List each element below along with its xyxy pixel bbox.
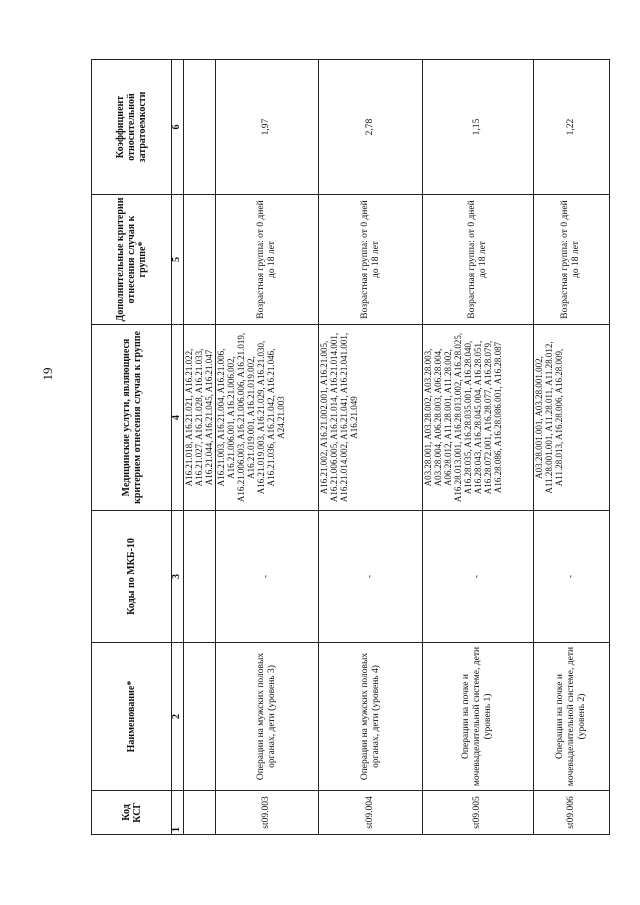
cell-services: A03.28.001, A03.28.002, A03.28.003, A03.28.004, A06.28.003, A06.28.004, A06.28.012, A11.28.001, A11.28.002, A16.28.013.001, A16.28.013.002, A16.28.025, A16.28.035, A16.28.035.001, A16.28.040, A16.28.043, A16.28.045.004, A16.28.051, A16.28.072.001, A16.28.077, A16.28.079, A16.28.086, A16.28.086.001, A16.28.087 (422, 325, 533, 511)
table-row (422, 60, 533, 835)
cell-services: A16.21.002, A16.21.002.001, A16.21.005, A16.21.006.005, A16.21.014, A16.21.014.001, A16.21.014.002, A16.21.041, A16.21.041.001, A16.21.049 (319, 325, 423, 511)
cell-name: Операции на мужских половых органах, дети (уровень 3) (215, 643, 319, 791)
cell-coef: 1,97 (215, 60, 319, 195)
header-criteria: Дополнительные критерии отнесения случая к группе* (92, 195, 172, 325)
cell-criteria: Возрастная группа: от 0 дней до 18 лет (533, 195, 609, 325)
header-code: Код КСГ (92, 791, 172, 835)
cell-criteria: Возрастная группа: от 0 дней до 18 лет (319, 195, 423, 325)
cell-code: st09.005 (422, 791, 533, 835)
cell-criteria: Возрастная группа: от 0 дней до 18 лет (422, 195, 533, 325)
header-coef: Коэффициент относительной затратоемкости (92, 60, 172, 195)
cell-coef (183, 60, 215, 195)
table-row (183, 60, 215, 835)
cell-coef: 1,15 (422, 60, 533, 195)
cell-code: st09.004 (319, 791, 423, 835)
cell-mkb: - (319, 511, 423, 643)
page-number: 19 (40, 367, 55, 381)
column-number: 6 (172, 60, 183, 195)
header-services: Медицинские услуги, являющиеся критерием отнесения случая к группе (92, 325, 172, 511)
header-row (92, 60, 172, 835)
table-row (319, 60, 423, 835)
column-number: 2 (172, 643, 183, 791)
cell-criteria: Возрастная группа: от 0 дней до 18 лет (215, 195, 319, 325)
column-number: 5 (172, 195, 183, 325)
cell-services: A16.21.003, A16.21.004, A16.21.006, A16.21.006.001, A16.21.006.002, A16.21.006.003, A16.21.006.006, A16.21.019, A16.21.019.001, A16.21.019.002, A16.21.019.003, A16.21.029, A16.21.030, A16.21.036, A16.21.042, A16.21.046, A24.21.003 (215, 325, 319, 511)
rotated-table-wrapper (91, 60, 610, 835)
column-number: 4 (172, 325, 183, 511)
cell-mkb: - (215, 511, 319, 643)
cell-name (183, 643, 215, 791)
cell-coef: 2,78 (319, 60, 423, 195)
cell-mkb (183, 511, 215, 643)
cell-services: A16.21.018, A16.21.021, A16.21.022, A16.21.027, A16.21.028, A16.21.033, A16.21.044, A16.21.045, A16.21.047 (183, 325, 215, 511)
column-number: 1 (172, 791, 183, 835)
ksg-table (91, 59, 610, 835)
table-row (533, 60, 609, 835)
column-number-row (172, 60, 183, 835)
cell-code: st09.003 (215, 791, 319, 835)
cell-name: Операции на почке и мочевыделительной системе, дети (уровень 2) (533, 643, 609, 791)
cell-criteria (183, 195, 215, 325)
cell-name: Операции на почке и мочевыделительной системе, дети (уровень 1) (422, 643, 533, 791)
cell-name: Операции на мужских половых органах, дети (уровень 4) (319, 643, 423, 791)
cell-coef: 1,22 (533, 60, 609, 195)
cell-code: st09.006 (533, 791, 609, 835)
cell-mkb: - (533, 511, 609, 643)
header-name: Наименование* (92, 643, 172, 791)
cell-code (183, 791, 215, 835)
cell-services: A03.28.001.001, A03.28.001.002, A11.28.001.001, A11.28.011, A11.28.012, A11.28.013, A16.28.006, A16.28.009, (533, 325, 609, 511)
column-number: 3 (172, 511, 183, 643)
cell-mkb: - (422, 511, 533, 643)
header-mkb: Коды по МКБ-10 (92, 511, 172, 643)
table-row (215, 60, 319, 835)
